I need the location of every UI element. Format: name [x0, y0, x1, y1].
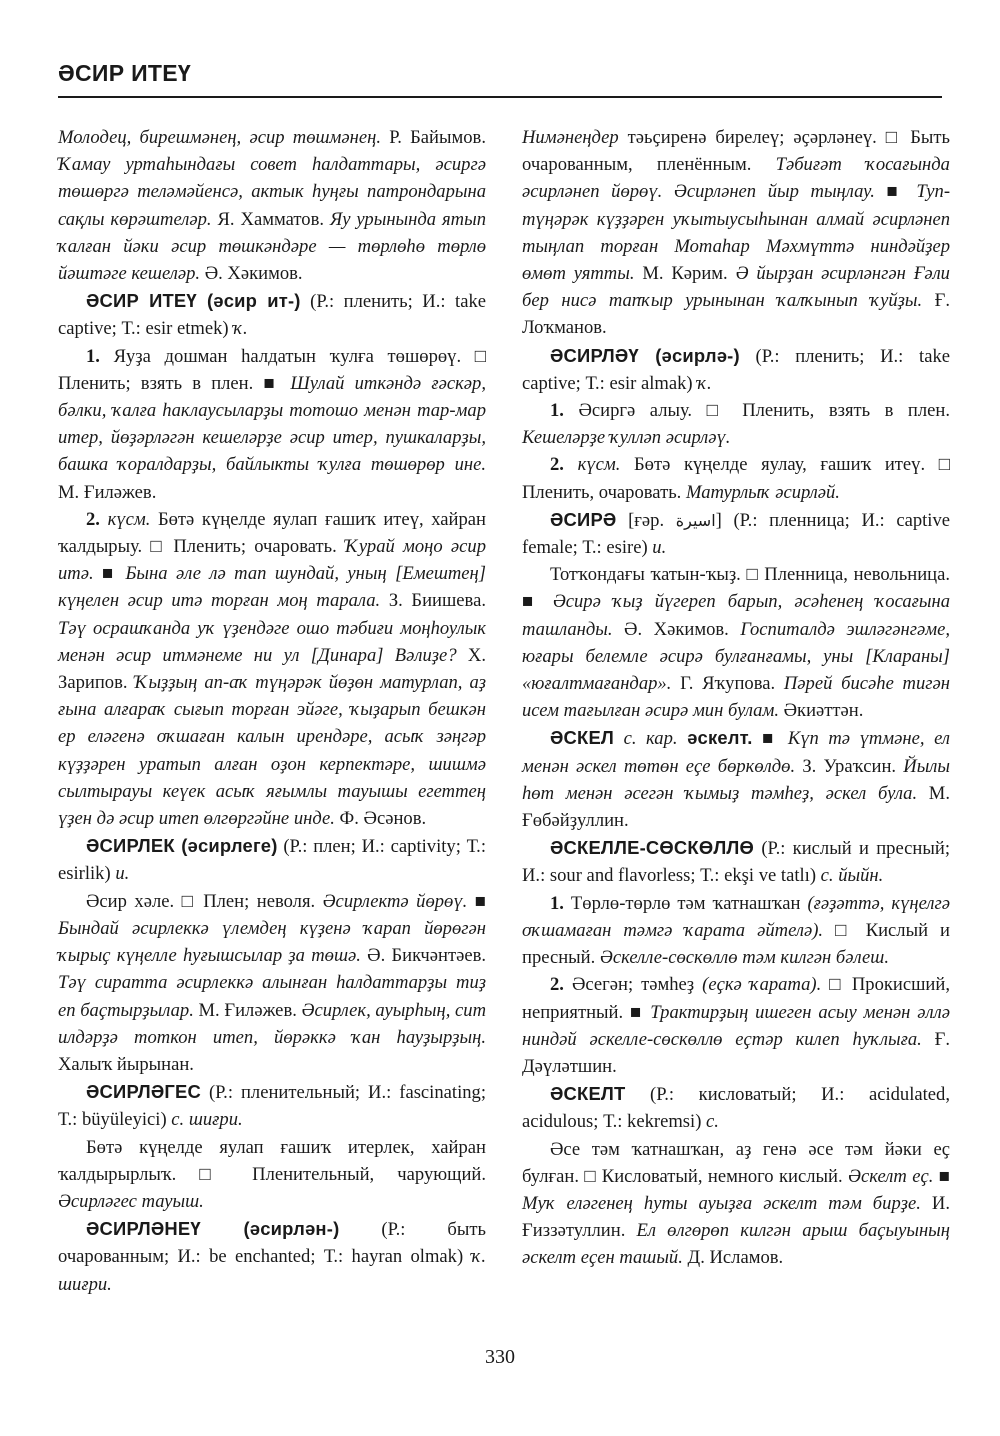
entry-askelt: ƏСКЕЛТ (Р.: кисловатый; И.: acidulated, acidulous; Т.: kekremsi) с. — [522, 1083, 950, 1133]
running-head: ƏСИР ИТЕҮ — [58, 60, 191, 86]
entry-asira: ƏСИРƏ [ғәр. اسيرة] (Р.: пленница; И.: captive female; Т.: esire) и. — [522, 508, 950, 559]
headword: ƏСИР ИТЕҮ (әсир ит-) — [86, 290, 301, 312]
entry-asirlau: ƏСИРЛӘҮ (әсирлә-) (Р.: пленить; И.: take captive; Т.: esir almak) ҡ. — [522, 344, 950, 394]
headword: ƏСИРЛӘНЕҮ (әсирлән-) — [86, 1218, 340, 1240]
arabic-etymology: اسيرة — [675, 510, 716, 530]
headword: ƏСКЕЛЛЕ-СӨСКӨЛЛӨ — [550, 837, 755, 859]
sense-2: 2. күсм. Бөтә күңелде яулап ғашиҡ итеү, хайран ҡалдырыу. □ Пленить; очаровать. Ҡурай моңо әсир итә. ■ Бына әле лә тап шундай, уның [Емештең] күңелен әсир итә торған моң тарала. З. Биишева. Тәү осрашҡанда уҡ үҙендәге ошо тәбиғи моңһоулык менән әсир итмәнеме ни ул [Динара] Вәлиҙе? Х. Зарипов. Ҡыҙҙың ап-аҡ түңәрәк йөҙөн матурлап, аҙ ғына алғараҡ сығып торған эйәге, ҡыҙарып бешкән ер еләгенә оҡшаған калын ирендәре, асыҡ зәңгәр күҙҙәрен уратып алған оҙон керпектәре, шишмә сылтырауы кеүек асыҡ яғымлы тауышы егеттең үҙен дә әсир итеп өлгөргәйне инде. Ф. Әсәнов. — [58, 508, 487, 830]
header-rule — [58, 96, 942, 98]
headword: ƏСИРЛӘҮ (әсирлә-) — [550, 344, 740, 366]
entry-continuation: Молодец, бирешмәнең, әсир төшмәнең. Р. Байымов. Ҡамау уртаһындағы совет һалдаттары, әсиргә төшөргә теләмәйенсә, актык һуңғы патрондарына сақлы көрәштеләр. Я. Хамматов. Яу урынында ятып ҡалған йәки әсир төшкәндәре — төрлөһө төрлө йәштәге кешеләр. Ә. Хәкимов. — [58, 127, 487, 285]
definition: Әсир хәле. □ Плен; неволя. Әсирлектә йөрөү. ■ Бындай әсирлеккә үлемдең күҙенә ҡарап йөрөгән ҡырыҫ күңелле һуғышсылар ҙа төшә. Ә. Бикчәнтәев. Тәү сиратта әсирлеккә алынған һалдаттарҙы тиҙ еп баҫтырҙылар. М. Ғиләжев. Әсирлек, ауырһың, сит илдәрҙә тоткон итеп, йөрәккә ҡан һауҙырҙың. Халыҡ йырынан. — [58, 890, 487, 1075]
definition: Әсе тәм ҡатнашҡан, аҙ генә әсе тәм йәки еҫ булған. □ Кисловатый, немного кислый. Әскелт еҫ. ■ Муҡ еләгенең һуты ауыҙға әскелт тәм бирҙе. И. Ғиззәтуллин. Ел өлгөрөп килгән арыш баҫыуының әскелт еҫен ташый. Д. Исламов. — [522, 1138, 951, 1269]
sense-2: 2. күсм. Бөтә күңелде яулау, ғашиҡ итеү. □ Пленить, очаровать. Матурлыҡ әсирләй. — [522, 454, 950, 503]
entry-asirlaneu: ƏСИРЛӘНЕҮ (әсирлән-) (Р.: быть очарованным; И.: be enchanted; Т.: hayran olmak) ҡ. шиғри. — [58, 1218, 486, 1295]
sense-1: 1. Яуҙа дошман һалдатын ҡулға төшөрөү. □ Пленить; взять в плен. ■ Шулай иткәндә ғәскәр, бәлки, ҡалға һаклаусыларҙы тотошо менән тар-мар итер, йөҙәрләгән кешеләрҙе әсир итер, пушкаларҙы, башка ҡоралдарҙы, байлыкты ҡулға төшөрөр ине. М. Ғиләжев. — [58, 345, 486, 503]
entry-continuation: Нимәнеңдер тәьҫиренә бирелеү; әҫәрләнеү. □ Быть очарованным, пленённым. Тәбиғәт ҡосағында әсирләнеп йөрөү. Әсирләнеп йыр тыңлау. ■ Туп-түңәрәк күҙҙәрен уҡытыусыһынан алмай әсирләнеп тыңлап торған Мотаһар Мәхмүттә ниндәйҙер өмөт уятты. М. Кәрим. Ә йырҙан әсирләнгән Ғәли бер нисә тапҡыр урынынан ҡалҡынып ҡуйҙы. Ғ. Лоҡманов. — [522, 127, 951, 339]
cross-reference: әскелт. — [687, 727, 753, 749]
right-column — [522, 124, 950, 1272]
sense-1: 1. Әсиргә алыу. □ Пленить, взять в плен. Кешеләрҙе ҡулләп әсирләү. — [522, 400, 950, 449]
headword: ƏСИРЛЕК (әсирлеге) — [86, 835, 278, 857]
headword: ƏСКЕЛ — [550, 727, 615, 749]
headword: ƏСИРЛӘГЕС — [86, 1081, 201, 1103]
headword: ƏСКЕЛТ — [550, 1083, 626, 1105]
definition: Бөтә күңелде яулап ғашиҡ итерлек, хайран ҡалдырырлыҡ. □ Пленительный, чарующий. Әсирләгес тауыш. — [58, 1136, 486, 1212]
sense-1: 1. Төрлө-төрлө тәм ҡатнашҡан (ғәҙәттә, күңелгә оҡшамаған тәмгә ҡарата әйтелә). □ Кислый и пресный. Әскелле-сөскөллө тәм килгән бәлеш. — [522, 892, 951, 969]
page-number: 330 — [485, 1346, 515, 1368]
entry-askelle-soskollo: ƏСКЕЛЛЕ-СӨСКӨЛЛӨ (Р.: кислый и пресный; И.: sour and flavorless; Т.: ekşi ve tatlı) с. йыйн. — [522, 837, 950, 887]
headword: ƏСИРƏ — [550, 508, 617, 530]
left-column — [58, 124, 486, 1298]
entry-asirlek: ƏСИРЛЕК (әсирлеге) (Р.: плен; И.: captivity; Т.: esirlik) и. — [58, 835, 486, 885]
entry-asir-iteu: ƏСИР ИТЕҮ (әсир ит-) (Р.: пленить; И.: take captive; Т.: esir etmek) ҡ. — [58, 290, 486, 340]
entry-asirlages: ƏСИРЛӘГЕС (Р.: пленительный; И.: fascinating; Т.: büyüleyici) с. шиғри. — [58, 1081, 486, 1131]
definition: Тотҡондағы ҡатын-ҡыҙ. □ Пленница, невольница. ■ Әсирә ҡыҙ йүгереп барып, әсәһенең ҡосағына ташланды. Ә. Хәкимов. Госпиталдә эшләгәнгәме, юғары белемле әсирә булғанғамы, уны [Клараны] «юғалтмағандар». Г. Яҡупова. Пәрей бисәһе тигән исем тағылған әсирә мин булам. Әкиәттән. — [522, 564, 951, 722]
sense-2: 2. Әсегән; тәмһеҙ (еҫкә ҡарата). □ Прокисший, неприятный. ■ Трактирҙың ишеген асыу менән әллә ниндәй әскелле-сөскөллө еҫтәр килеп һуҡлыға. Ғ. Дәүләтшин. — [522, 974, 951, 1077]
entry-askel: ƏСКЕЛ с. кар. әскелт. ■ Күп тә үтмәне, ел менән әскел төтөн еҫе бөркөлдө. З. Ураҡсин. Йылы һөт менән әсегән ҡымыҙ тәмһеҙ, әскел була. М. Ғөбәйҙуллин. — [522, 727, 951, 832]
